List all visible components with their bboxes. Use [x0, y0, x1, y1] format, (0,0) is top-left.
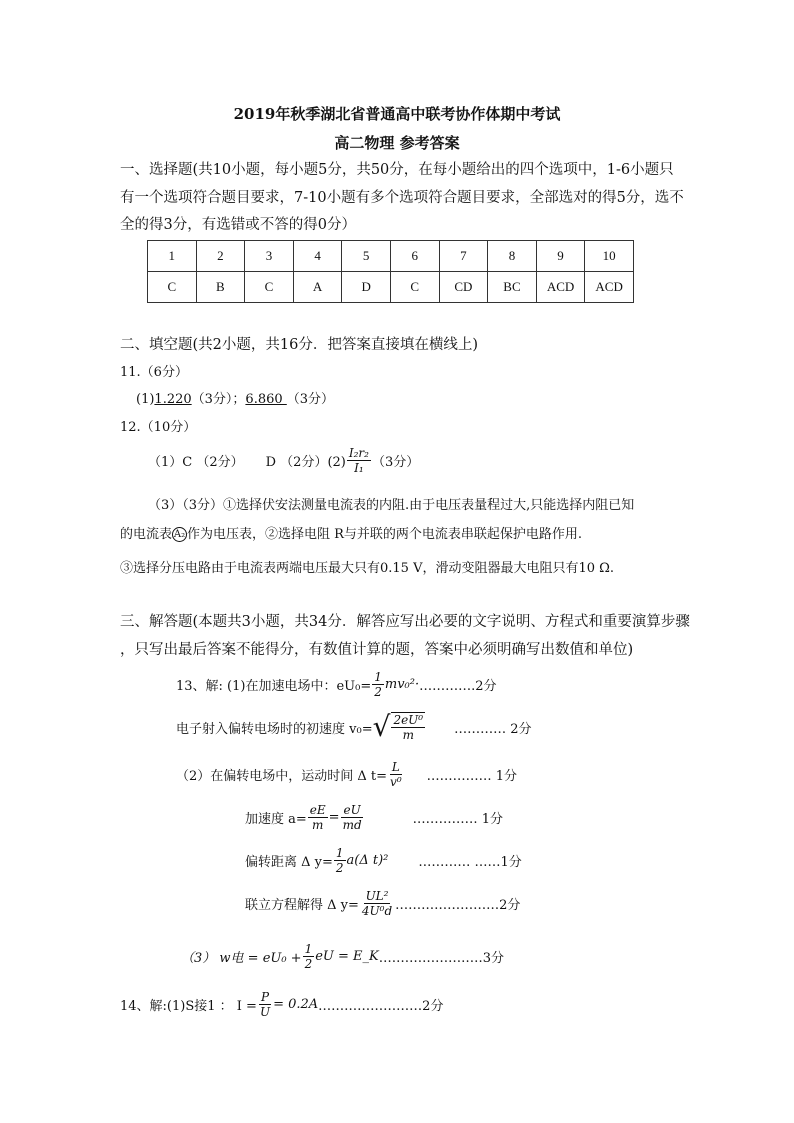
q13-l6-score: ……………………2分	[395, 898, 521, 913]
q13-l2-text: 电子射入偏转电场时的初速度 v₀=	[176, 721, 373, 737]
q13-l5-after: a(Δ t)²	[346, 853, 389, 868]
q13-l4-score: …………… 1分	[412, 812, 504, 827]
q13-l7-score: ……………………3分	[378, 951, 505, 966]
q13-l4-frac2	[341, 803, 364, 832]
q13-l2-score: ………… 2分	[454, 721, 532, 737]
q13-l7-text: （3） w电 = eU₀ +	[181, 951, 302, 966]
section2-heading: 二、填空题(共2小题，共16分．把答案直接填在横线上)	[120, 337, 478, 353]
q13-line4	[245, 803, 503, 832]
q13-l5-frac	[334, 846, 346, 875]
answer-cell: A	[293, 272, 342, 303]
q13-line3	[176, 760, 517, 789]
section1-line3: 全的得3分，有选错或不答的得0分）	[120, 217, 356, 233]
question-number: 9	[536, 241, 585, 272]
frac-num: eE	[309, 803, 326, 817]
section3-heading-1: 三、解答题(本题共3小题，共34分．解答应写出必要的文字说明、方程式和重要演算步骤	[120, 614, 690, 630]
q13-line2	[176, 712, 532, 742]
answer-cell: C	[245, 272, 294, 303]
frac-den: 2	[335, 861, 344, 875]
q12-part3-line3: ③选择分压电路由于电流表两端电压最大只有0.15 V，滑动变阻器最大电阻只有10 Ω.	[120, 561, 615, 576]
q13-l3-frac	[388, 760, 404, 789]
q14-l1-score: ……………………2分	[318, 999, 444, 1014]
q13-l7-after: eU = E_K	[315, 949, 379, 964]
q11-label: 11.（6分）	[120, 365, 188, 380]
frac-den: 4U⁰d	[361, 904, 393, 918]
q11-answer-1: 1.220	[154, 392, 192, 407]
question-number: 4	[293, 241, 342, 272]
q13-l1-after: mv₀²·	[384, 677, 420, 692]
q12-fraction	[347, 446, 371, 475]
q12-part3-line1: （3）（3分）①选择伏安法测量电流表的内阻.由于电压表量程过大,只能选择内阻已知	[148, 498, 635, 513]
frac-den: v⁰	[390, 775, 402, 789]
answer-cell: D	[342, 272, 391, 303]
q12-part1b: D （2分）(2)	[265, 455, 346, 470]
answer-cell: CD	[439, 272, 488, 303]
q13-l6-frac	[360, 889, 394, 918]
frac-den: 2	[304, 957, 313, 971]
q12-frac-den: I₁	[354, 461, 364, 475]
frac-num: 2eU⁰	[393, 713, 424, 727]
answer-table	[147, 240, 634, 303]
answer-cell: BC	[488, 272, 537, 303]
q13-l5-score: ………… ……1分	[418, 855, 522, 870]
question-number: 6	[390, 241, 439, 272]
q12-part3-line2b: 作为电压表，②选择电阻 R与并联的两个电流表串联起保护电路作用.	[187, 527, 583, 542]
question-number: 8	[488, 241, 537, 272]
answer-table-answers-row	[148, 272, 634, 303]
frac-den: md	[342, 818, 362, 832]
q12-part1a: （1）C （2分）	[148, 455, 244, 470]
frac-den: m	[312, 818, 324, 832]
q13-l1-frac	[372, 670, 384, 699]
q13-l5-text: 偏转距离 Δ y=	[245, 855, 333, 870]
q11-answer-2: 6.860	[245, 392, 287, 407]
q13-l2-sqrt-frac	[391, 712, 425, 742]
q13-line5	[245, 846, 522, 875]
section3-heading-2: ，只写出最后答案不能得分，有数值计算的题，答案中必须明确写出数值和单位)	[120, 642, 634, 658]
answer-cell: C	[148, 272, 197, 303]
q12-part2-score: （3分）	[371, 455, 420, 470]
section1-line2: 有一个选项符合题目要求，7-10小题有多个选项符合题目要求，全部选对的得5分，选不	[120, 190, 684, 206]
question-number: 7	[439, 241, 488, 272]
question-number: 10	[585, 241, 634, 272]
frac-num: eU	[343, 803, 361, 817]
answer-cell: B	[196, 272, 245, 303]
q11-prefix: (1)	[136, 392, 155, 407]
question-number: 2	[196, 241, 245, 272]
q14-l1-text: 14、解:(1)S接1 ： I =	[120, 999, 257, 1014]
q12-part3-line2a: 的电流表	[120, 527, 173, 542]
q11-score-2: （3分）	[286, 392, 335, 407]
frac-den: U	[259, 1005, 271, 1019]
q13-l6-text: 联立方程解得 Δ y=	[245, 898, 359, 913]
frac-num: 1	[304, 942, 313, 956]
answer-cell: C	[390, 272, 439, 303]
q13-l1-score: ………….2分	[419, 679, 497, 694]
q13-line1	[176, 670, 497, 699]
answer-cell: ACD	[536, 272, 585, 303]
ammeter-symbol-icon: A₂	[173, 529, 186, 540]
answer-cell: ACD	[585, 272, 634, 303]
frac-num: 1	[335, 846, 344, 860]
q14-line1	[120, 990, 443, 1019]
q13-l4-frac1	[308, 803, 328, 832]
answer-key-subtitle: 高二物理 参考答案	[334, 134, 460, 152]
frac-num: P	[260, 990, 270, 1004]
q12-label: 12.（10分）	[120, 420, 197, 435]
question-number: 1	[148, 241, 197, 272]
q13-l1-text: 13、解: (1)在加速电场中：eU₀=	[176, 679, 372, 694]
frac-num: 1	[374, 670, 382, 684]
exam-title: 2019年秋季湖北省普通高中联考协作体期中考试	[233, 105, 561, 123]
q13-line6	[245, 889, 520, 918]
question-number: 5	[342, 241, 391, 272]
q12-frac-num: I₂r₂	[348, 446, 369, 460]
q13-line7	[181, 942, 504, 971]
q13-l3-score: …………… 1分	[426, 769, 518, 784]
q12-part12-line	[148, 446, 419, 475]
equals-sign: =	[328, 810, 340, 825]
question-number: 3	[245, 241, 294, 272]
q13-l4-text: 加速度 a=	[245, 812, 307, 827]
frac-den: 2	[374, 685, 382, 699]
frac-num: UL²	[365, 889, 389, 903]
frac-den: m	[402, 728, 414, 742]
frac-num: L	[391, 760, 400, 774]
q12-part3-line2	[120, 523, 582, 542]
q14-l1-after: = 0.2A	[273, 997, 319, 1012]
q13-l7-frac	[303, 942, 315, 971]
section1-line1: 一、选择题(共10小题，每小题5分，共50分，在每小题给出的四个选项中，1-6小题只	[120, 162, 674, 178]
sqrt-icon: √	[372, 710, 391, 743]
q14-l1-frac	[258, 990, 272, 1019]
q11-answer-line	[136, 388, 334, 407]
q11-score-1: （3分）；	[191, 392, 246, 407]
q13-l3-text: （2）在偏转电场中，运动时间 Δ t=	[176, 769, 388, 784]
answer-table-numbers-row	[148, 241, 634, 272]
